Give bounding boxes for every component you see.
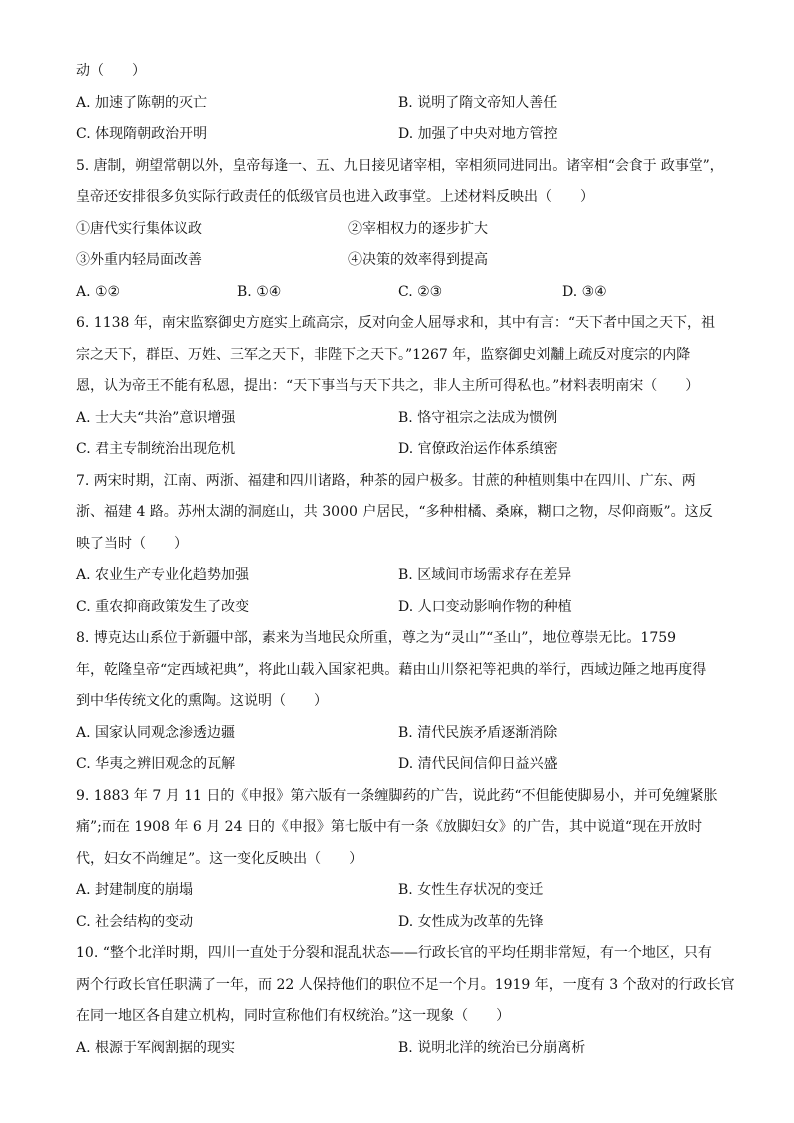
question-8-options-row-2 (76, 749, 722, 781)
question-10-line-2: 两个行政长官任职满了一年，而 22 人保持他们的职位不足一个月。1919 年，一度有 3 个敌对的行政长官 (76, 976, 735, 993)
question-9-line-2: 痛”;而在 1908 年 6 月 24 日的《申报》第七版中有一条《放脚妇女》的广告，其中说道“现在开放时 (76, 819, 703, 835)
q4-option-b[interactable]: B. 说明了隋文帝知人善任 (398, 94, 558, 111)
question-7-options-row-2 (76, 592, 722, 624)
q5-statement-2: ②宰相权力的逐步扩大 (348, 220, 488, 237)
question-8-line-2: 年，乾隆皇帝“定西域祀典”，将此山载入国家祀典。藉由山川祭祀等祀典的举行，西域边陲之地再度得 (76, 661, 707, 678)
question-10-line-1: 10. “整个北洋时期，四川一直处于分裂和混乱状态——行政长官的平均任期非常短，有一个地区，只有 (76, 945, 712, 961)
question-6-line-2: 宗之天下，群臣、万姓、三军之天下，非陛下之天下。”1267 年，监察御史刘黼上疏反对度宗的内降 (76, 346, 691, 363)
q7-option-a[interactable]: A. 农业生产专业化趋势加强 (76, 567, 250, 583)
question-4-options-row-2 (76, 119, 722, 151)
q7-option-c[interactable]: C. 重农抑商政策发生了改变 (76, 598, 250, 615)
q6-option-d[interactable]: D. 官僚政治运作体系缜密 (398, 441, 558, 457)
question-5-options (76, 277, 722, 309)
q6-option-a[interactable]: A. 士大夫“共治”意识增强 (76, 409, 236, 426)
q4-option-d[interactable]: D. 加强了中央对地方管控 (398, 126, 558, 142)
q4-option-c[interactable]: C. 体现隋朝政治开明 (76, 126, 208, 142)
q5-option-c[interactable]: C. ②③ (398, 283, 443, 300)
q5-option-a[interactable]: A. ①② (76, 283, 121, 300)
question-6-line-3: 恩，认为帝王不能有私恩，提出：“天下事当与天下共之，非人主所可得私也。”材料表明南宋（ ） (76, 378, 700, 394)
question-9-line-1: 9. 1883 年 7 月 11 日的《申报》第六版有一条缠脚药的广告，说此药“不但能使脚易小，并可免缠紧胀 (76, 787, 718, 804)
q5-statement-4: ④决策的效率得到提高 (348, 252, 488, 268)
question-9-options-row-2 (76, 907, 722, 939)
q5-statement-1: ①唐代实行集体议政 (76, 220, 202, 237)
q8-option-d[interactable]: D. 清代民间信仰日益兴盛 (398, 756, 558, 772)
question-6-options-row-2 (76, 434, 722, 466)
question-7-line-1: 7. 两宋时期，江南、两浙、福建和四川诸路，种茶的园户极多。甘蔗的种植则集中在四川、广东、两 (76, 472, 696, 489)
exam-page (76, 56, 735, 1064)
question-8-options-row-1 (76, 718, 722, 750)
q9-option-d[interactable]: D. 女性成为改革的先锋 (398, 913, 544, 930)
q9-option-b[interactable]: B. 女性生存状况的变迁 (398, 882, 544, 898)
question-5-line-1: 5. 唐制，朔望常朝以外，皇帝每逢一、五、九日接见诸宰相，宰相须同进同出。诸宰相“会食于 政事堂”， (76, 157, 724, 174)
question-9-options-row-1 (76, 875, 722, 907)
q5-option-b[interactable]: B. ①④ (237, 283, 282, 300)
question-5-line-2: 皇帝还安排很多负实际行政责任的低级官员也进入政事堂。上述材料反映出（ ） (76, 189, 594, 205)
q6-option-b[interactable]: B. 恪守祖宗之法成为惯例 (398, 409, 558, 426)
question-5-statements-row-1 (76, 214, 722, 246)
q6-option-c[interactable]: C. 君主专制统治出现危机 (76, 441, 236, 457)
question-10-options-row-1 (76, 1033, 722, 1065)
q8-option-b[interactable]: B. 清代民族矛盾逐渐消除 (398, 724, 558, 741)
q9-option-c[interactable]: C. 社会结构的变动 (76, 913, 194, 930)
question-8-line-3: 到中华传统文化的熏陶。这说明（ ） (76, 693, 328, 709)
question-6-line-1: 6. 1138 年，南宋监察御史方庭实上疏高宗，反对向金人屈辱求和，其中有言：“天下者中国之天下，祖 (76, 315, 716, 331)
question-4-tail: 动（ ） (76, 63, 146, 79)
question-7-line-3: 映了当时（ ） (76, 535, 188, 552)
q7-option-b[interactable]: B. 区域间市场需求存在差异 (398, 567, 572, 583)
question-5-statements-row-2 (76, 245, 722, 277)
q10-option-b[interactable]: B. 说明北洋的统治已分崩离析 (398, 1039, 586, 1056)
question-7-options-row-1 (76, 560, 722, 592)
q7-option-d[interactable]: D. 人口变动影响作物的种植 (398, 598, 572, 615)
q4-option-a[interactable]: A. 加速了陈朝的灭亡 (76, 94, 208, 111)
q9-option-a[interactable]: A. 封建制度的崩塌 (76, 882, 194, 898)
question-7-line-2: 浙、福建 4 路。苏州太湖的洞庭山，共 3000 户居民，“多种柑橘、桑麻，糊口之物，尽仰商贩”。这反 (76, 504, 713, 520)
q10-option-a[interactable]: A. 根源于军阀割据的现实 (76, 1039, 236, 1056)
q5-option-d[interactable]: D. ③④ (562, 283, 607, 300)
q5-statement-3: ③外重内轻局面改善 (76, 252, 202, 268)
q8-option-a[interactable]: A. 国家认同观念渗透边疆 (76, 724, 236, 741)
question-6-options-row-1 (76, 403, 722, 435)
question-8-line-1: 8. 博克达山系位于新疆中部，素来为当地民众所重，尊之为“灵山”“圣山”，地位尊崇无比。1759 (76, 630, 677, 646)
q8-option-c[interactable]: C. 华夷之辨旧观念的瓦解 (76, 756, 236, 772)
question-9-line-3: 代，妇女不尚缠足”。这一变化反映出（ ） (76, 850, 364, 867)
question-4-options-row-1 (76, 88, 722, 120)
question-10-line-3: 在同一地区各自建立机构，同时宣称他们有权统治。”这一现象（ ） (76, 1008, 511, 1024)
